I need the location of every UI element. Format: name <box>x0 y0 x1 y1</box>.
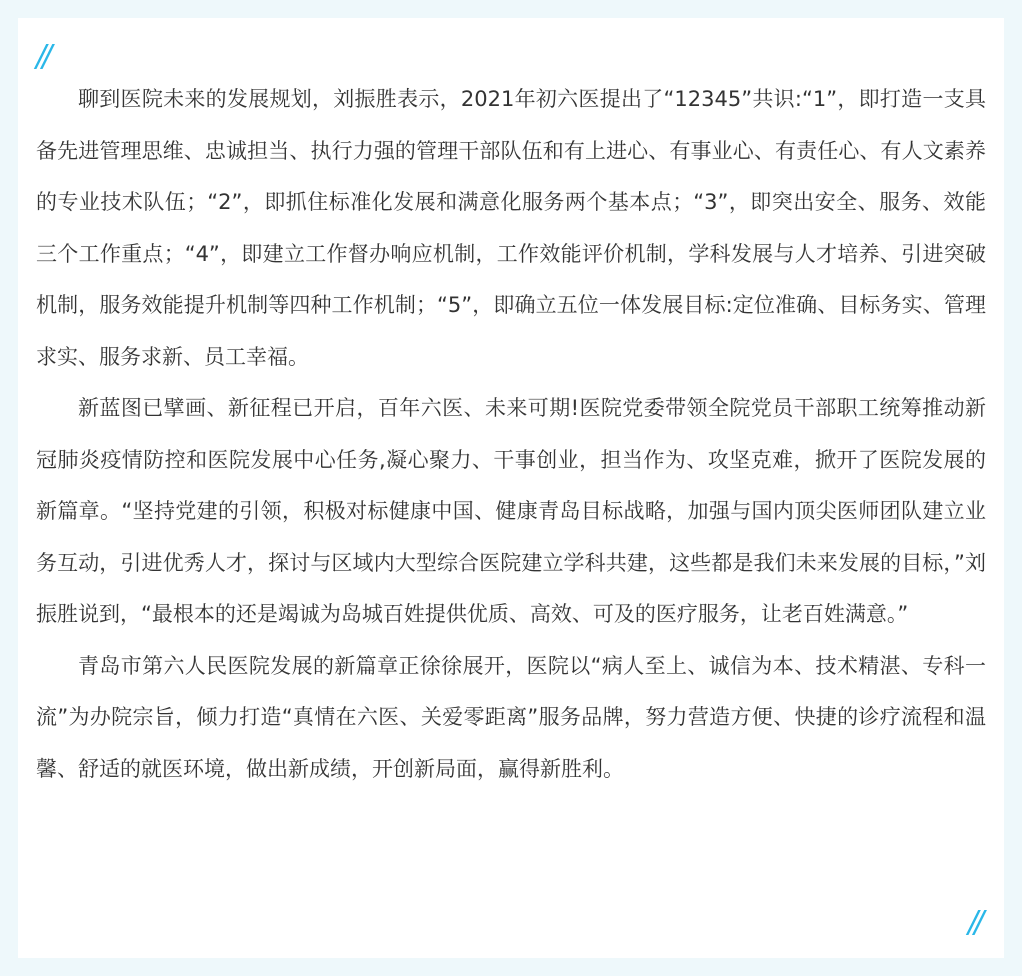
paragraph-blueprint: 新蓝图已擘画、新征程已开启，百年六医、未来可期!医院党委带领全院党员干部职工统筹推动新冠肺炎疫情防控和医院发展中心任务,凝心聚力、干事创业，担当作为、攻坚克难，掀开了医院发展的新篇章。“坚持党建的引领，积极对标健康中国、健康青岛目标战略，加强与国内顶尖医师团队建立业务互动，引进优秀人才，探讨与区域内大型综合医院建立学科共建，这些都是我们未来发展的目标，”刘振胜说到，“最根本的还是竭诚为岛城百姓提供优质、高效、可及的医疗服务，让老百姓满意。” <box>36 396 986 626</box>
open-slash-mark: // <box>36 39 49 74</box>
article-card <box>18 18 1004 958</box>
close-slash-mark: // <box>968 905 981 940</box>
article-body <box>36 74 986 795</box>
paragraph-plan: 聊到医院未来的发展规划，刘振胜表示，2021年初六医提出了“12345”共识:“1”，即打造一支具备先进管理思维、忠诚担当、执行力强的管理干部队伍和有上进心、有事业心、有责任心、有人文素养的专业技术队伍；“2”，即抓住标准化发展和满意化服务两个基本点；“3”，即突出安全、服务、效能三个工作重点；“4”，即建立工作督办响应机制，工作效能评价机制，学科发展与人才培养、引进突破机制，服务效能提升机制等四种工作机制；“5”，即确立五位一体发展目标:定位准确、目标务实、管理求实、服务求新、员工幸福。 <box>36 87 986 369</box>
paragraph-new-chapter: 青岛市第六人民医院发展的新篇章正徐徐展开，医院以“病人至上、诚信为本、技术精湛、专科一流”为办院宗旨，倾力打造“真情在六医、关爱零距离”服务品牌，努力营造方便、快捷的诊疗流程和温馨、舒适的就医环境，做出新成绩，开创新局面，赢得新胜利。 <box>36 653 986 781</box>
